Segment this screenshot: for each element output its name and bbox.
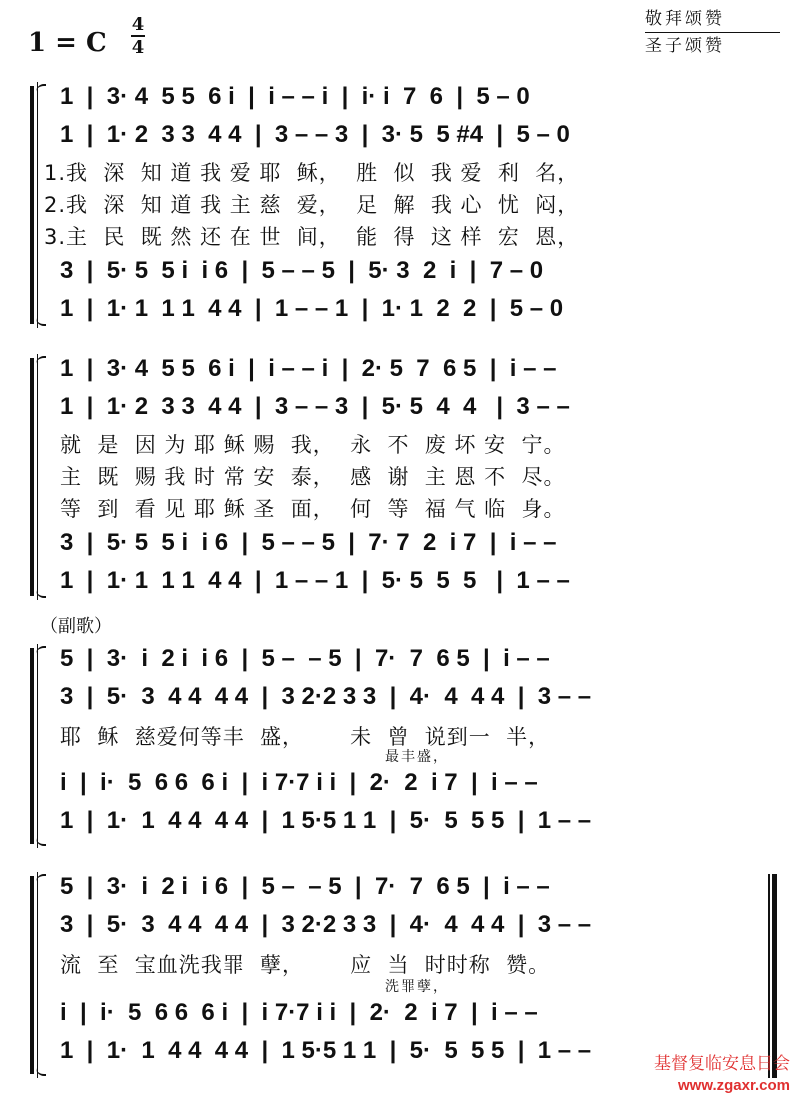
score-system-4 (0, 868, 800, 1082)
time-signature-bottom: 4 (131, 37, 145, 58)
soprano-line: 1 | 3· 4 5 5 6 i | i – – i | 2· 5 7 6 5 | i – – (60, 355, 557, 382)
lyric-verse-1: 就 是 因 为 耶 稣 赐 我， 永 不 废 坏 安 宁。 (60, 433, 566, 457)
lyric-verse-3: 3.主 民 既 然 还 在 世 间， 能 得 这 样 宏 恩， (44, 225, 580, 249)
lyric-verse-2: 2.我 深 知 道 我 主 慈 爱， 足 解 我 心 忧 闷， (44, 193, 580, 217)
watermark-text: 基督复临安息日会 (654, 1054, 790, 1074)
watermark-url: www.zgaxr.com (678, 1077, 790, 1094)
soprano-line: 1 | 3· 4 5 5 6 i | i – – i | i· i 7 6 | 5 – 0 (60, 83, 530, 110)
key-signature: 1 = C (28, 28, 107, 58)
echo-lyric: 洗罪孽， (385, 979, 449, 995)
score-system-2 (0, 350, 800, 604)
site-watermark (654, 1053, 790, 1097)
category-line-2: 圣子颂赞 (645, 36, 725, 56)
bass-line: 1 | 1· 1 1 1 4 4 | 1 – – 1 | 1· 1 2 2 | 5 – 0 (60, 295, 564, 322)
soprano-line: 5 | 3· i 2 i i 6 | 5 – – 5 | 7· 7 6 5 | i – – (60, 645, 550, 672)
lyric-verse-2: 主 既 赐 我 时 常 安 泰， 感 谢 主 恩 不 尽。 (60, 465, 566, 489)
bass-line: 1 | 1· 1 1 1 4 4 | 1 – – 1 | 5· 5 5 5 | 1 – – (60, 567, 570, 594)
score-system-3 (0, 640, 800, 850)
alto-line: 3 | 5· 3 4 4 4 4 | 3 2·2 3 3 | 4· 4 4 4 | 3 – – (60, 683, 592, 710)
tenor-line: 3 | 5· 5 5 i i 6 | 5 – – 5 | 5· 3 2 i | 7 – 0 (60, 257, 544, 284)
bass-line: 1 | 1· 1 4 4 4 4 | 1 5·5 1 1 | 5· 5 5 5 | 1 – – (60, 807, 592, 834)
tenor-line: i | i· 5 6 6 6 i | i 7·7 i i | 2· 2 i 7 | i – – (60, 769, 538, 796)
lyric-verse-1: 1.我 深 知 道 我 爱 耶 稣， 胜 似 我 爱 利 名， (44, 161, 580, 185)
soprano-line: 5 | 3· i 2 i i 6 | 5 – – 5 | 7· 7 6 5 | i – – (60, 873, 550, 900)
tenor-line: i | i· 5 6 6 6 i | i 7·7 i i | 2· 2 i 7 | i – – (60, 999, 538, 1026)
alto-line: 1 | 1· 2 3 3 4 4 | 3 – – 3 | 3· 5 5 #4 | 5 – 0 (60, 121, 570, 148)
tenor-line: 3 | 5· 5 5 i i 6 | 5 – – 5 | 7· 7 2 i 7 | i – – (60, 529, 557, 556)
time-signature (128, 16, 148, 56)
score-system-1 (0, 78, 800, 332)
category-line-1: 敬拜颂赞 (645, 9, 725, 29)
alto-line: 1 | 1· 2 3 3 4 4 | 3 – – 3 | 5· 5 4 4 | 3 – – (60, 393, 570, 420)
alto-line: 3 | 5· 3 4 4 4 4 | 3 2·2 3 3 | 4· 4 4 4 | 3 – – (60, 911, 592, 938)
time-signature-top: 4 (131, 14, 145, 35)
chorus-lyric: 流 至 宝血洗我罪 孽， 应 当 时时称 赞。 (60, 953, 551, 977)
hymn-category (645, 8, 780, 57)
section-label: （副歌） (40, 616, 112, 637)
lyric-verse-3: 等 到 看 见 耶 稣 圣 面， 何 等 福 气 临 身。 (60, 497, 566, 521)
bass-line: 1 | 1· 1 4 4 4 4 | 1 5·5 1 1 | 5· 5 5 5 | 1 – – (60, 1037, 592, 1064)
chorus-lyric: 耶 稣 慈爱何等丰 盛， 未 曾 说到一 半， (60, 725, 551, 749)
echo-lyric: 最丰盛， (385, 749, 449, 765)
